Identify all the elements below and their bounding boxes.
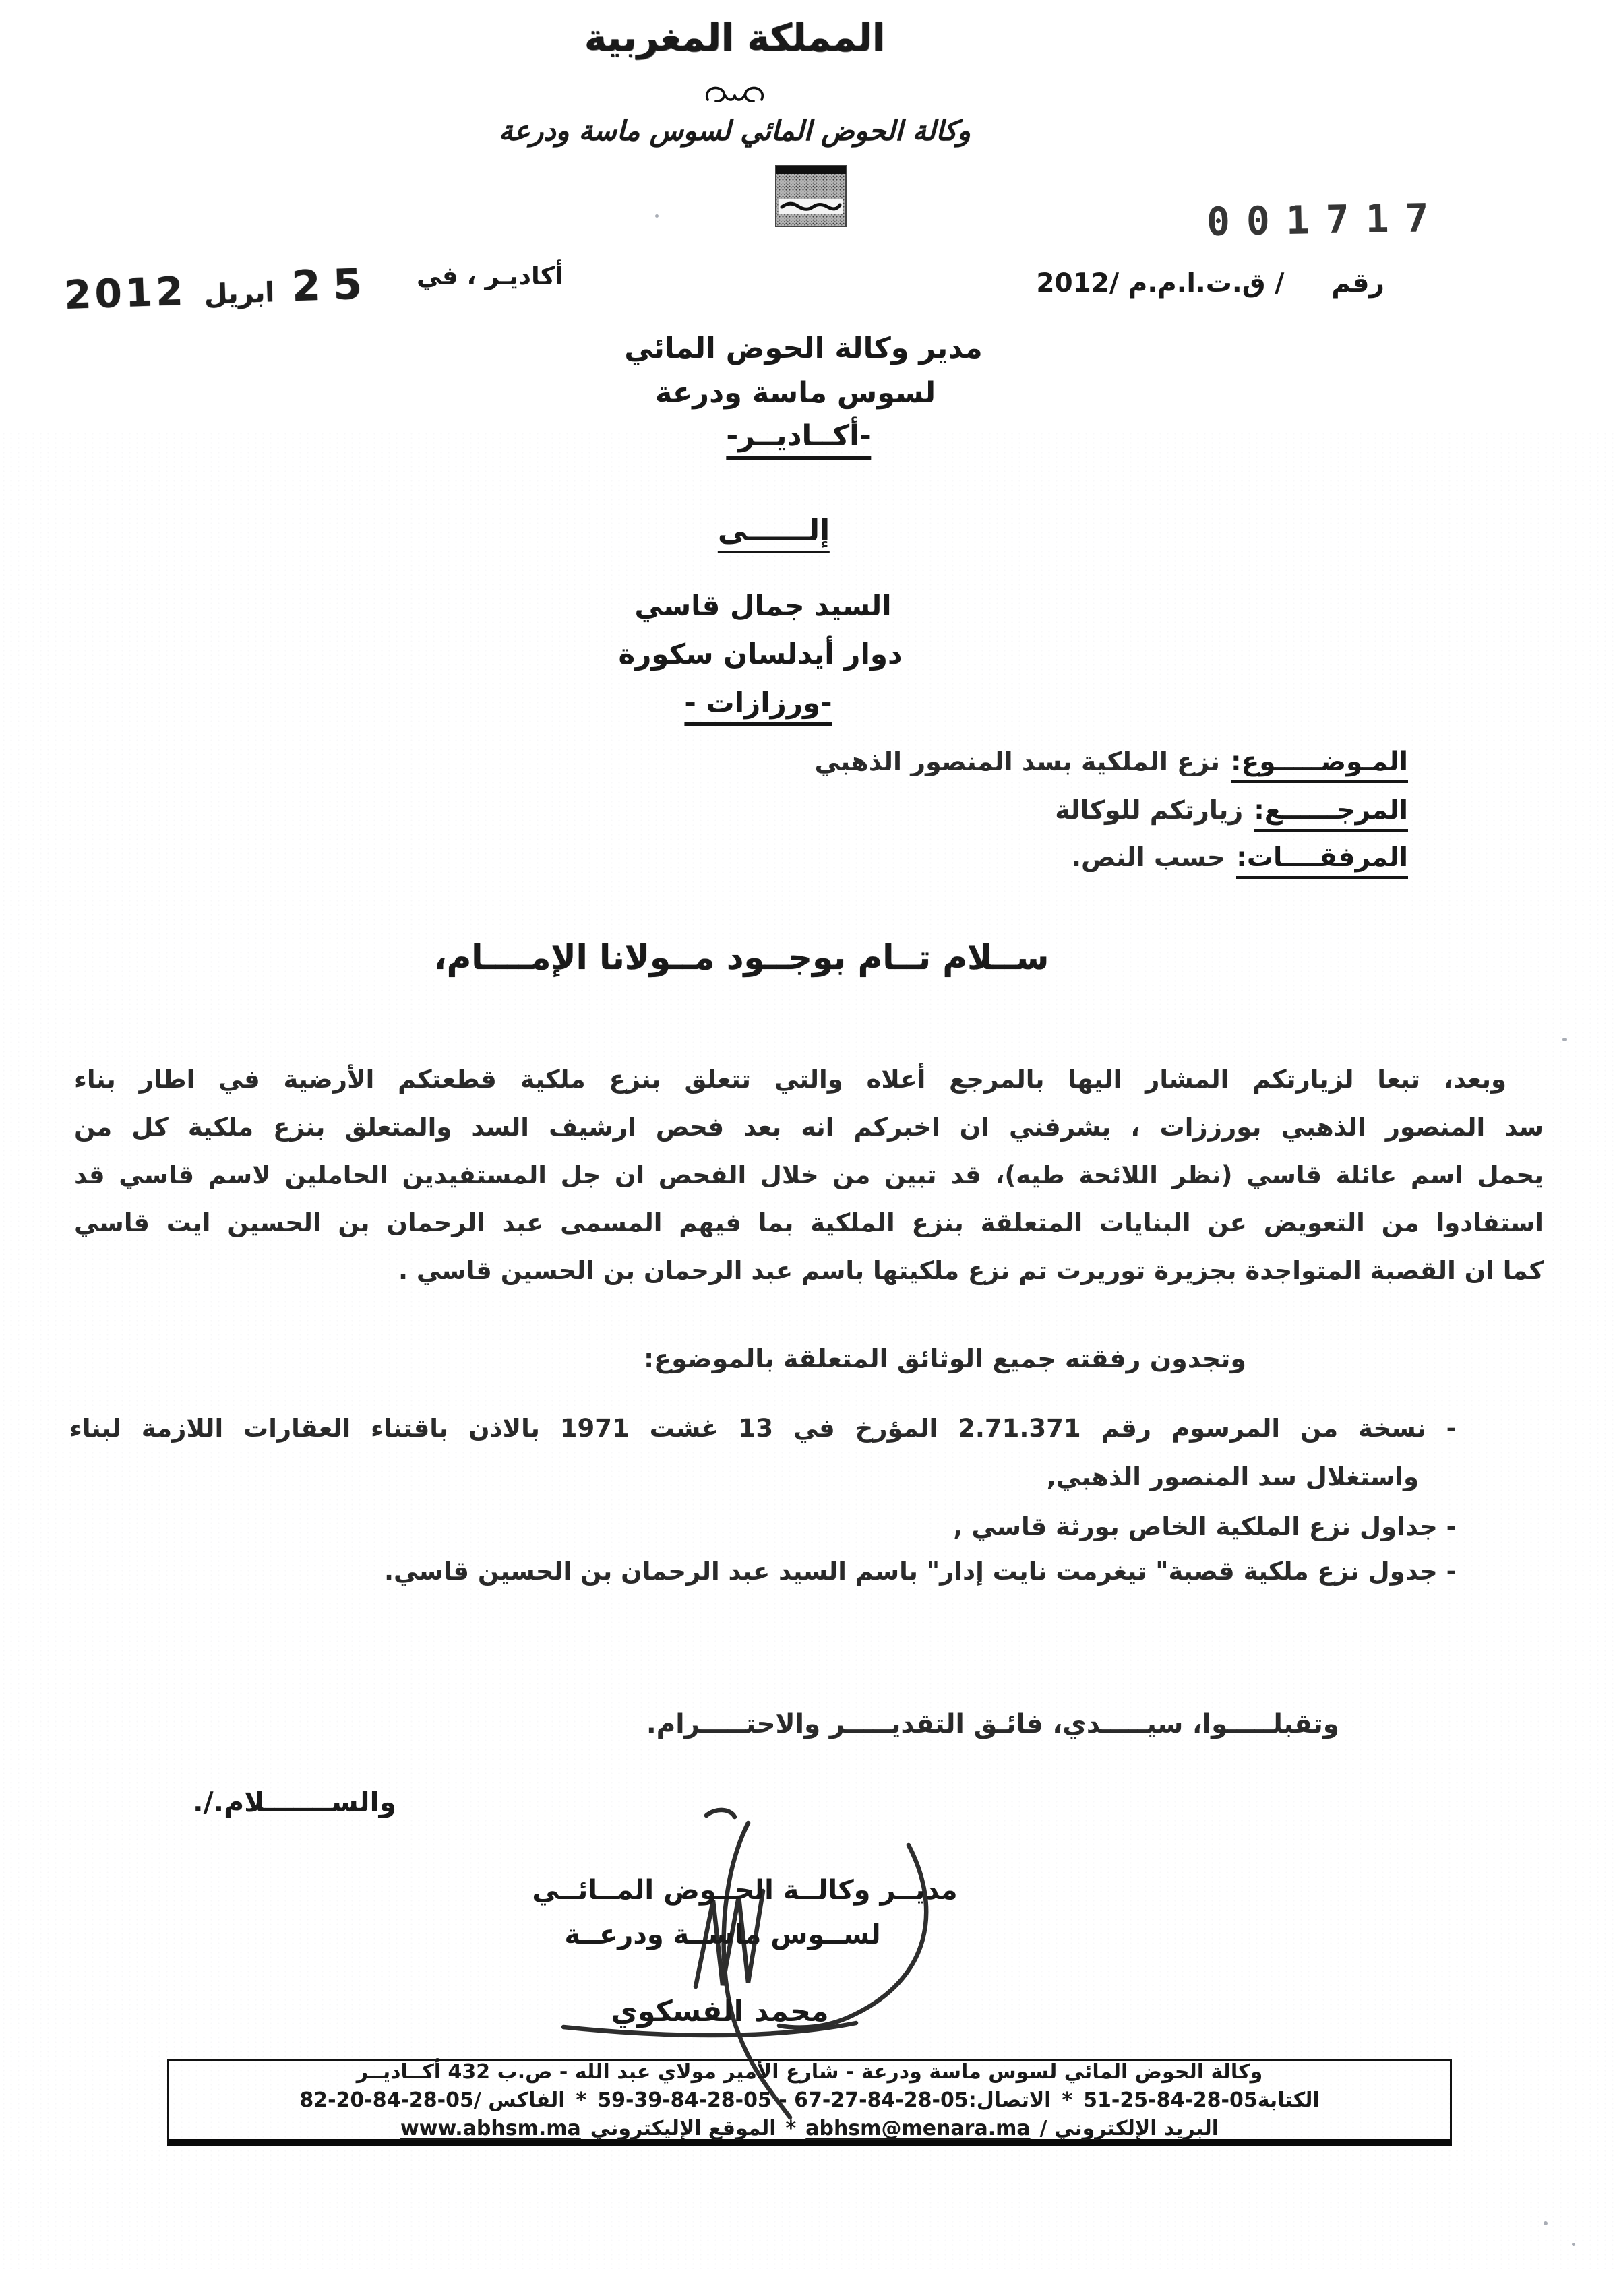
closing-line: وتقبلـــــوا، سيـــــدي، فائـق التقديـــــر والاحتـــــرام. [646, 1709, 1339, 1739]
reference-code: / ق.ت.ا.م.م /2012 [1036, 268, 1285, 299]
water-wave-icon [775, 165, 847, 227]
attachments-row [1072, 842, 1408, 879]
signer-name: محمد الفسكوي [611, 1995, 829, 2028]
attachments-value: حسب النص. [1071, 842, 1226, 872]
to-label: إلــــــى [718, 514, 830, 553]
signature-org-line-2: لســوس ماســة ودرعــة [564, 1919, 881, 1950]
recipient-address: دوار أيدلسان سكورة [618, 638, 903, 671]
kingdom-title: المملكة المغربية [584, 16, 886, 60]
addressee-line-3: -أكــاديــر- [726, 419, 871, 460]
signature-org-line-1: مديــر وكالــة الحــوض المــائــي [532, 1875, 958, 1906]
body-line: وبعد، تبعا لزيارتكم المشار اليها بالمرجع أعلاه والتي تتعلق بنزع ملكية قطعتكم الأرضية في اطار بناء [74, 1065, 1506, 1094]
addressee-line-1: مدير وكالة الحوض المائي [624, 332, 983, 365]
scan-speck [1572, 2243, 1575, 2246]
body-line: استفادوا من التعويض عن البنايات المتعلقة بنزع الملكية بما فيهم المسمى عبد الرحمان بن الحسين ايت قاسي [74, 1208, 1544, 1237]
footer-fax-number: الفاكس /05-28-84-20-82 [299, 2088, 566, 2112]
bullet-item-3: - جدول نزع ملكية قصبة" تيغرمت نايت إدار" باسم السيد عبد الرحمان بن الحسين قاسي. [384, 1557, 1457, 1586]
date-stamp-month: ابريل [203, 277, 275, 311]
body-line: يحمل اسم عائلة قاسي (نظر اللائحة طيه)، قد تبين من خلال الفحص ان جل المستفيدين الحاملين لاسم قاسي قد [74, 1160, 1544, 1189]
signature-scribble-icon [539, 1806, 1051, 2130]
agency-logo [775, 165, 847, 227]
date-stamp [63, 259, 375, 319]
date-stamp-year: 2012 [63, 268, 187, 319]
footer-email-address: abhsm@menara.ma [805, 2117, 1031, 2140]
date-stamp-day: 25 [291, 258, 375, 311]
agency-name: وكالة الحوض المائي لسوس ماسة ودرعة [499, 115, 971, 147]
subject-label: المـوضـــــوع: [1231, 747, 1408, 783]
attachments-label: المرفقــــات: [1236, 842, 1408, 879]
recipient-city: -ورزازات - [684, 686, 832, 726]
reference-number-line [1036, 268, 1384, 299]
bullet-item-1-line-a: - نسخة من المرسوم رقم 2.71.371 المؤرخ في 13 غشت 1971 بالاذن باقتناء العقارات اللازمة لبناء [69, 1414, 1457, 1443]
reference-row [1055, 795, 1408, 832]
reference-row-label: المرجــــــع: [1254, 795, 1408, 832]
ornament-icon [702, 84, 767, 108]
footer-separator-star: * [576, 2088, 587, 2112]
subject-value: نزع الملكية بسد المنصور الذهبي [814, 747, 1221, 776]
scan-speck [1544, 2221, 1548, 2225]
body-paragraph [74, 1055, 1544, 1295]
footer-email-label: البريد الإلكتروني / [1039, 2117, 1219, 2140]
greeting-line: ســلام تــام بوجــود مــولانا الإمــــام، [433, 938, 1049, 977]
reference-row-value: زيارتكم للوكالة [1055, 795, 1244, 825]
footer-contact-phones: الاتصال:05-28-84-27-67 - 05-28-84-39-59 [597, 2088, 1051, 2112]
footer-website-label: الموقع الإليكتروني [590, 2117, 776, 2140]
bullet-item-1-line-b: واستغلال سد المنصور الذهبي, [1046, 1462, 1419, 1491]
documents-intro: وتجدون رفقته جميع الوثائق المتعلقة بالموضوع: [643, 1344, 1246, 1373]
footer-secretariat-phone: الكتابة05-28-84-25-51 [1083, 2088, 1320, 2112]
footer-address-line: وكالة الحوض المائي لسوس ماسة ودرعة - شارع الأمير مولاي عبد الله - ص.ب 432 أكــاديــر [356, 2060, 1263, 2084]
bullet-item-2: - جداول نزع الملكية الخاص بورثة قاسي , [953, 1512, 1457, 1541]
reference-label: رقم [1331, 268, 1384, 299]
footer-separator-star: * [785, 2117, 797, 2140]
body-line: سد المنصور الذهبي بورززات ، يشرفني ان اخبركم انه بعد فحص ارشيف السد والمتعلق بنزع ملكية كل من [74, 1113, 1544, 1142]
scan-speck [655, 214, 659, 218]
recipient-name: السيد جمال قاسي [634, 589, 892, 622]
footer-website-url: www.abhsm.ma [400, 2117, 581, 2140]
salutation-line: والســـــــلام./. [193, 1786, 397, 1818]
addressee-line-2: لسوس ماسة ودرعة [654, 376, 936, 410]
registration-stamp-number: 001717 [1206, 194, 1446, 245]
subject-row [814, 747, 1408, 783]
place-date-label: أكاديـر ، في [417, 261, 564, 290]
footer-separator-star: * [1062, 2088, 1073, 2112]
scan-speck [1562, 1038, 1567, 1041]
body-line: كما ان القصبة المتواجدة بجزيرة توريرت تم نزع ملكيتها باسم عبد الرحمان بن الحسين قاسي . [398, 1256, 1544, 1285]
